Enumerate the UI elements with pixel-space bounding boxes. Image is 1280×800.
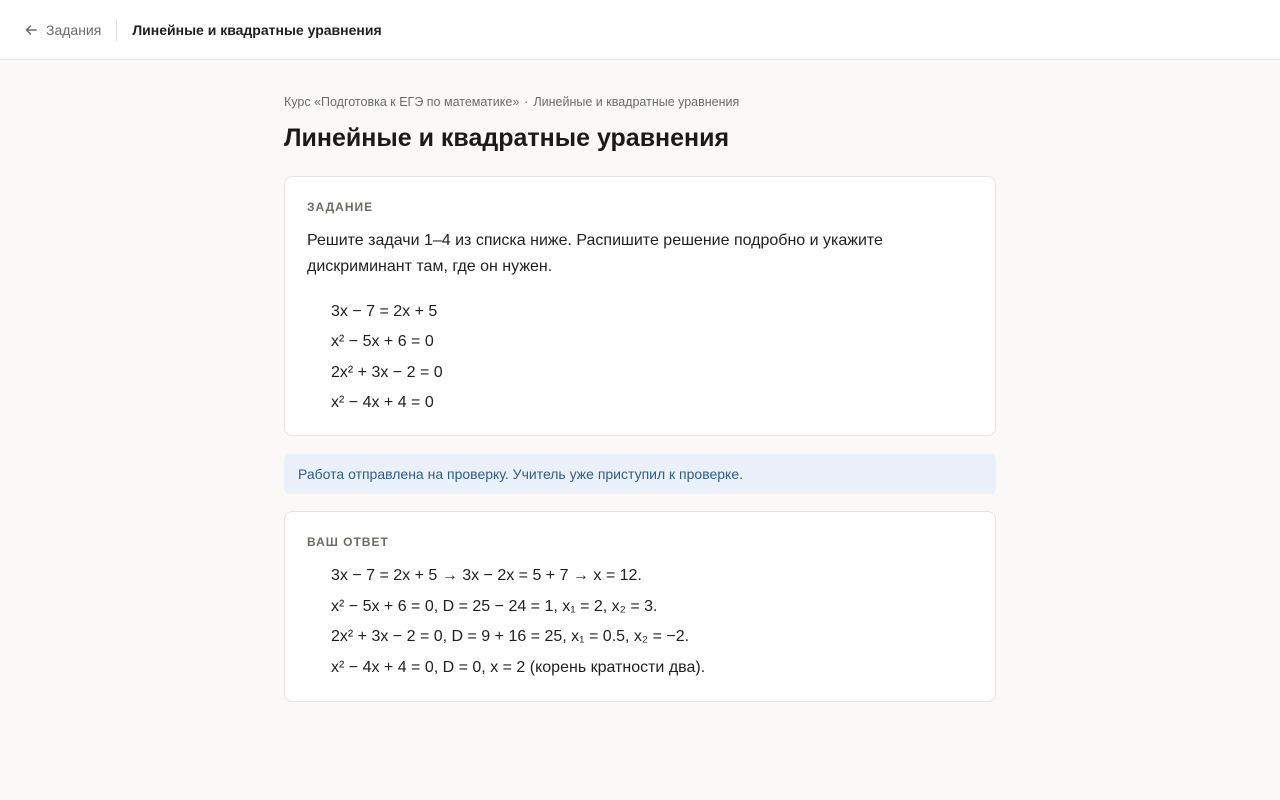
answer-line: x² − 5x + 6 = 0, D = 25 − 24 = 1, x₁ = 2, x₂ = 3. [331, 597, 658, 615]
equation-item: 2x² + 3x − 2 = 0 [331, 363, 443, 381]
equation-item: x² − 4x + 4 = 0 [331, 393, 434, 411]
answer-label: ВАШ ОТВЕТ [307, 535, 389, 549]
arrow-left-icon [24, 23, 38, 37]
back-link-label[interactable]: Задания [46, 21, 102, 38]
back-to-tasks-link[interactable] [24, 19, 117, 41]
task-text: Решите задачи 1–4 из списка ниже. Распишите решение подробно и укажите дискриминант там, где он нужен. [307, 232, 883, 275]
answer-list [307, 561, 973, 683]
equation-item: x² − 5x + 6 = 0 [331, 333, 434, 351]
task-label: ЗАДАНИЕ [307, 200, 374, 214]
equation-list [307, 297, 973, 418]
answer-card [284, 511, 996, 702]
breadcrumb-current: Линейные и квадратные уравнения [533, 95, 740, 109]
main-content [284, 60, 996, 702]
breadcrumb [284, 93, 996, 111]
answer-line: 2x² + 3x − 2 = 0, D = 9 + 16 = 25, x₁ = 0.5, x₂ = −2. [331, 628, 690, 646]
breadcrumb-separator: · [524, 95, 529, 109]
answer-line: x² − 4x + 4 = 0, D = 0, x = 2 (корень кратности два). [331, 658, 706, 676]
top-bar [0, 0, 1280, 60]
task-card [284, 176, 996, 436]
page-title: Линейные и квадратные уравнения [284, 124, 730, 152]
answer-line: 3x − 7 = 2x + 5 → 3x − 2x = 5 + 7 → x = 12. [331, 567, 642, 584]
status-notice: Работа отправлена на проверку. Учитель уже приступил к проверке. [284, 454, 996, 494]
equation-item: 3x − 7 = 2x + 5 [331, 303, 438, 320]
breadcrumb-course[interactable]: Курс «Подготовка к ЕГЭ по математике» [284, 95, 520, 109]
topbar-title: Линейные и квадратные уравнения [132, 21, 382, 38]
